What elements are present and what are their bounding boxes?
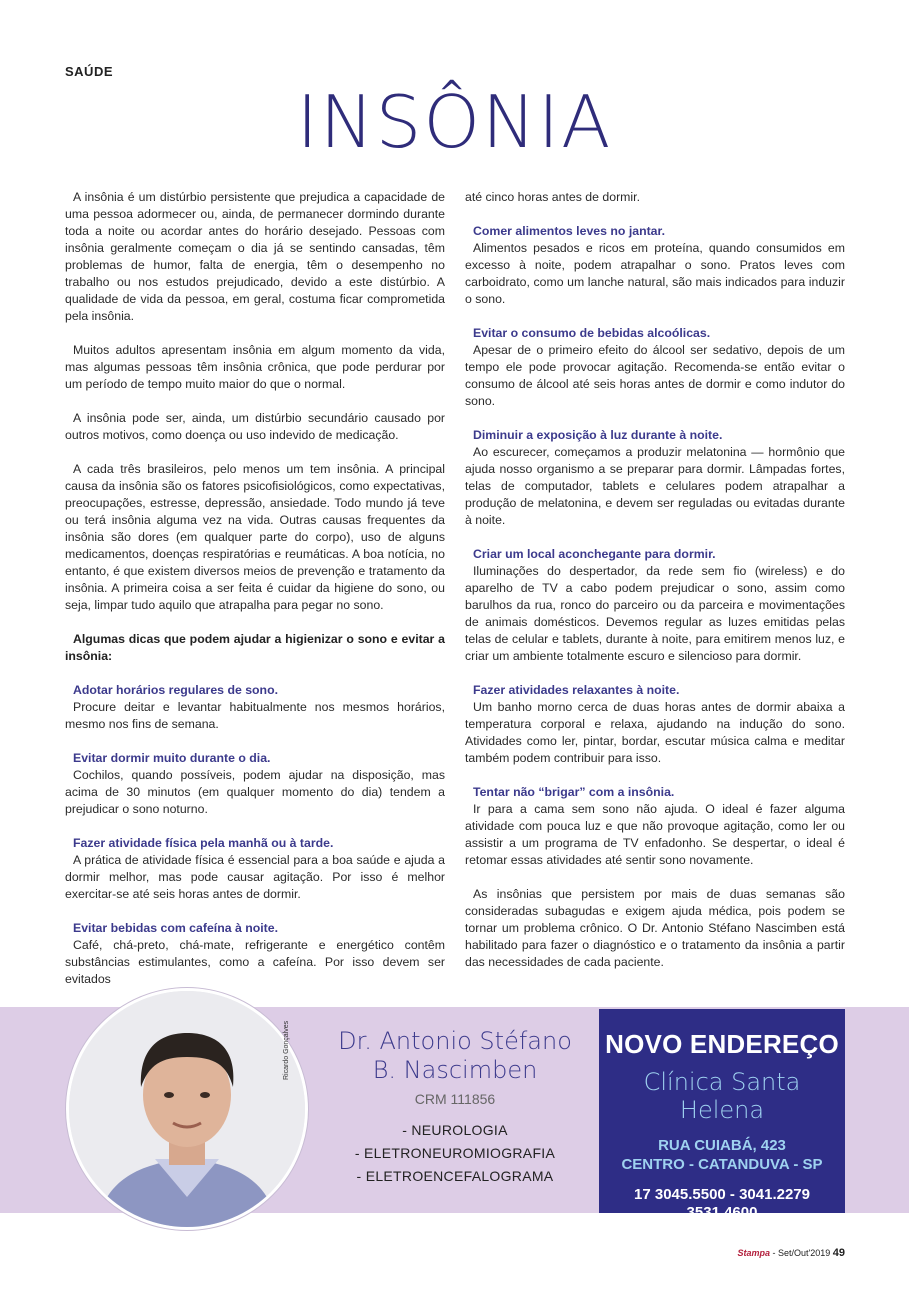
tip [65,920,445,988]
article-column-left [65,189,445,1005]
page-footer [737,1247,845,1259]
phone-line: 17 3045.5500 - 3041.2279 [634,1186,810,1203]
tip-body: Apesar de o primeiro efeito do álcool ser sedativo, depois de um tempo ele pode provocar agitação. Recomenda-se então evitar o consumo de álcool até seis horas antes de dormir e como indutor do sono. [465,343,845,408]
specialty-item: - ELETROENCEFALOGRAMA [356,1168,554,1184]
tip-body: Cochilos, quando possíveis, podem ajudar na disposição, mas acima de 30 minutos (em qualquer momento do dia) tendem a prejudicar o sono noturno. [65,768,445,816]
tip [465,546,845,665]
tip-heading: Comer alimentos leves no jantar. [473,224,666,238]
specialty-list [320,1119,590,1188]
address-heading: NOVO ENDEREÇO [605,1029,839,1059]
tip-body: Ir para a cama sem sono não ajuda. O ideal é fazer alguma atividade com pouca luz e que não provoque agitação, como ler ou assistir a um programa de TV enfadonho. Se despertar, o ideal é retomar essas atividades até sentir sono novamente. [465,802,845,867]
tip-heading: Evitar bebidas com cafeína à noite. [73,921,279,935]
tip [465,682,845,767]
paragraph: A cada três brasileiros, pelo menos um tem insônia. A principal causa da insônia são os fatores psicofisiológicos, como expectativas, preocupações, estresse, depressão, ansiedade. Todo mundo já teve ou terá insônia alguma vez na vida. Outras causas frequentes da insônia são dores (em qualquer parte do corpo), uso de alguns medicamentos, doenças respiratórias e reumáticas. A boa notícia, no entanto, é que existem diversos meios de prevenção e tratamento da insônia. A primeira coisa a ser feita é cuidar da higiene do sono, ou seja, limpar tudo aquilo que atrapalha para pegar no sono. [65,462,445,612]
phone-numbers [599,1186,845,1222]
tip-heading: Evitar dormir muito durante o dia. [73,751,271,765]
street-address: RUA CUIABÁ, 423 [658,1137,786,1154]
address-box [599,1009,845,1221]
tips-intro: Algumas dicas que podem ajudar a higienizar o sono e evitar a insônia: [65,632,445,663]
tip-body: Alimentos pesados e ricos em proteína, quando consumidos em excesso à noite, podem atrapalhar o sono. Pratos leves com carboidrato, como um lanche natural, são mais indicados para induzir o sono. [465,241,845,306]
paragraph-continuation: até cinco horas antes de dormir. [465,190,640,204]
page-number: 49 [832,1247,845,1259]
tip-heading: Adotar horários regulares de sono. [73,683,278,697]
doctor-name-line2: B. Nascimben [372,1056,538,1084]
tip-body: Iluminações do despertador, da rede sem fio (wireless) e do aparelho de TV a cabo podem prejudicar o sono, assim como barulhos da rua, ronco do parceiro ou da parceira e movimentações de animais domésticos. Devemos regular as luzes emitidas pelas telas de celular e tablets, durante à noite, para emitirem menos luz, e criar um ambiente totalmente escuro e silencioso para dormir. [465,564,845,663]
paragraph: A insônia é um distúrbio persistente que prejudica a capacidade de uma pessoa adormecer ou, ainda, de permanecer dormindo durante toda a noite ou acordar antes do horário desejado. Pessoas com insônia geralmente começam o dia já se sentindo cansadas, têm problemas de humor, falta de energia, têm o desempenho no trabalho ou nos estudos prejudicado, devido a este distúrbio. A qualidade de vida da pessoa, em geral, costuma ficar comprometida pela insônia. [65,190,445,323]
doctor-portrait-illustration [69,991,305,1227]
tip [465,784,845,869]
tip-heading: Criar um local aconchegante para dormir. [473,547,716,561]
tip [65,835,445,903]
clinic-name: Clínica Santa Helena [643,1068,801,1124]
tip-heading: Tentar não “brigar” com a insônia. [473,785,675,799]
tip-body: Café, chá-preto, chá-mate, refrigerante e energético contêm substâncias estimulantes, como a cafeína. Por isso devem ser evitados [65,938,445,986]
closing-paragraph: As insônias que persistem por mais de duas semanas são consideradas subagudas e exigem ajuda médica, pois podem se tornar um problema crônico. O Dr. Antonio Stéfano Nascimben está habilitado para fazer o diagnóstico e o tratamento da insônia a partir das necessidades de cada paciente. [465,887,845,969]
edition-label: - Set/Out'2019 [769,1248,833,1258]
doctor-photo [66,988,308,1230]
tip [465,325,845,410]
phone-line: 3531.4600 [686,1204,758,1221]
tip-heading: Fazer atividade física pela manhã ou à tarde. [73,836,334,850]
tip [65,750,445,818]
photo-credit: Ricardo Gonçalves [283,1020,290,1080]
doctor-crm: CRM 111856 [414,1091,496,1107]
article-column-right [465,189,845,988]
tip-heading: Fazer atividades relaxantes à noite. [473,683,680,697]
tip-body: Um banho morno cerca de duas horas antes de dormir abaixa a temperatura corporal e relaxa, ajudando na indução do sono. Atividades como ler, pintar, bordar, escutar música calma e meditar também podem contribuir para isso. [465,700,845,765]
specialty-item: - ELETRONEUROMIOGRAFIA [354,1145,556,1161]
tip-body: Ao escurecer, começamos a produzir melatonina — hormônio que ajuda nosso organismo a se preparar para dormir. Lâmpadas fortes, telas de computador, tablets e celulares podem atrapalhar a produção de melatonina, e devem ser reguladas ou evitadas durante à noite. [465,445,845,527]
tip-body: Procure deitar e levantar habitualmente nos mesmos horários, mesmo nos fins de semana. [65,700,445,731]
specialty-item: - NEUROLOGIA [402,1122,508,1138]
tip [65,682,445,733]
tip-heading: Diminuir a exposição à luz durante à noite. [473,428,723,442]
doctor-info [320,1027,590,1188]
page-title: INSÔNIA [296,80,613,164]
city-address: CENTRO - CATANDUVA - SP [621,1156,823,1173]
tip [465,427,845,529]
paragraph: A insônia pode ser, ainda, um distúrbio secundário causado por outros motivos, como doença ou uso indevido de medicação. [65,411,445,442]
doctor-name-line1: Dr. Antonio Stéfano [338,1027,572,1055]
tip-heading: Evitar o consumo de bebidas alcoólicas. [473,326,711,340]
paragraph: Muitos adultos apresentam insônia em algum momento da vida, mas algumas pessoas têm insônia crônica, que pode perdurar por um período de tempo muito maior do que o normal. [65,343,445,391]
tip-body: A prática de atividade física é essencial para a boa saúde e ajuda a dormir melhor, mas pode causar agitação. Por isso é melhor exercitar-se até seis horas antes de dormir. [65,853,445,901]
section-label: SAÚDE [65,64,114,79]
tip [465,223,845,308]
magazine-name: Stampa [737,1248,770,1258]
